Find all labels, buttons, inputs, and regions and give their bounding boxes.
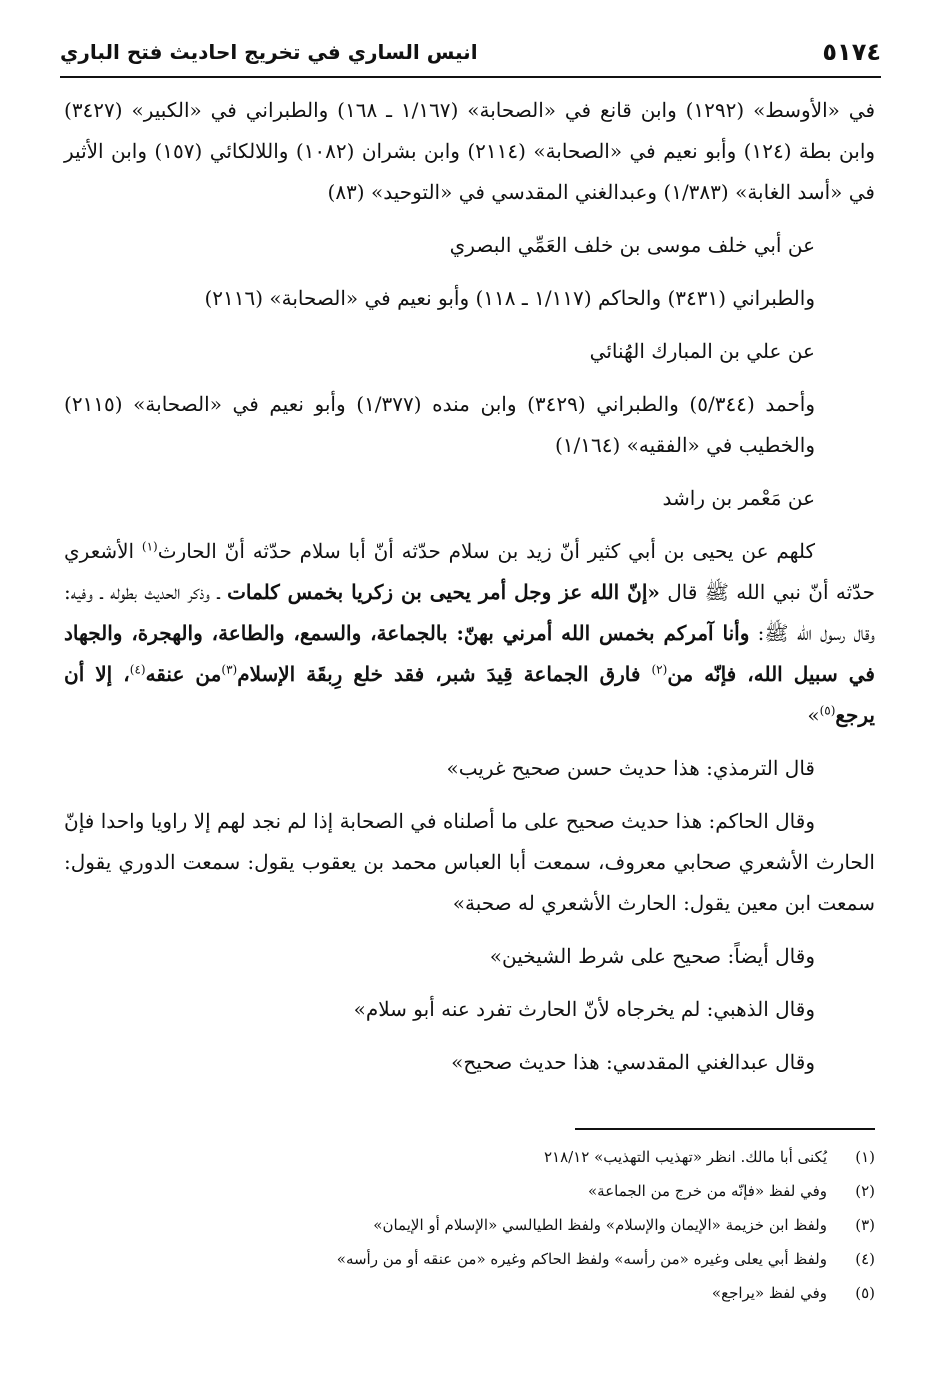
page-number: ٥١٧٤ [822, 38, 881, 66]
footnote-ref-1[interactable]: (١) [141, 539, 158, 554]
footnote-item [64, 1140, 875, 1174]
footnote-item [64, 1174, 875, 1208]
hadith-text-d: ـ وذكر الحديث بطوله ـ وفيه: وقال رسول الله ﷺ: [64, 580, 875, 645]
paragraph-narrator-1: عن أبي خلف موسى بن خلف العَمِّي البصري [449, 233, 815, 257]
footnote-number: (٤) [855, 1250, 875, 1268]
paragraph-sources-3: وأحمد (٥/٣٤٤) والطبراني (٣٤٢٩) وابن منده (١/٣٧٧) وأبو نعيم في «الصحابة» (٢١١٥) والخطيب في «الفقيه» (١/١٦٤) [64, 392, 815, 457]
footnote-item [64, 1208, 875, 1242]
paragraph-sources-2: والطبراني (٣٤٣١) والحاكم (١/١١٧ ـ ١١٨) وأبو نعيم في «الصحابة» (٢١١٦) [204, 286, 815, 310]
hadith-close-quote: » [807, 703, 820, 727]
footnote-number: (٥) [855, 1284, 875, 1302]
paragraph-tirmidhi: قال الترمذي: هذا حديث حسن صحيح غريب» [446, 756, 815, 780]
footnote-number: (٣) [855, 1216, 875, 1234]
footnote-divider [575, 1128, 875, 1130]
paragraph-maqdisi: وقال عبدالغني المقدسي: هذا حديث صحيح» [451, 1050, 815, 1074]
footnote-item [64, 1242, 875, 1276]
hadith-matn-4: من عنقه [145, 662, 222, 686]
hadith-matn-5: ، إلا أن يرجع [64, 662, 875, 727]
footnote-number: (٢) [855, 1182, 875, 1200]
footnote-ref-4[interactable]: (٤) [129, 662, 146, 677]
hadith-matn-1: «إنّ الله عز وجل أمر يحيى بن زكريا بخمس كلمات [227, 580, 660, 604]
footnote-ref-3[interactable]: (٣) [221, 662, 238, 677]
paragraph-narrator-2: عن علي بن المبارك الهُنائي [589, 339, 815, 363]
hadith-matn-3: فارق الجماعة قِيدَ شبر، فقد خلع رِبقَة الإسلام [237, 662, 652, 686]
paragraph-sources-1: في «الأوسط» (١٢٩٢) وابن قانع في «الصحابة» (١/١٦٧ ـ ١٦٨) والطبراني في «الكبير» (٣٤٢٧) وابن بطة (١٢٤) وأبو نعيم في «الصحابة» (٢١١٤) وابن بشران (١٠٨٢) واللالكائي (١٥٧) وابن الأثير في «أسد الغابة» (١/٣٨٣) وعبدالغني المقدسي في «التوحيد» (٨٣) [64, 98, 876, 204]
footnote-item [64, 1276, 875, 1310]
running-title: انيس الساري في تخريج احاديث فتح الباري [60, 40, 478, 64]
footnote-text: وفي لفظ «فإنّه من خرج من الجماعة» [587, 1182, 827, 1200]
hadith-matn-2: وأنا آمركم بخمس الله أمرني بهنّ: بالجماعة، والسمع، والطاعة، والهجرة، والجهاد في سبيل الله، فإنّه من [64, 621, 875, 686]
paragraph-dhahabi: وقال الذهبي: لم يخرجاه لأنّ الحارث تفرد عنه أبو سلام» [353, 997, 815, 1021]
footnote-text: ولفظ أبي يعلى وغيره «من رأسه» ولفظ الحاكم وغيره «من عنقه أو من رأسه» [336, 1250, 827, 1268]
main-text [64, 90, 875, 1095]
footnote-text: يُكنى أبا مالك. انظر «تهذيب التهذيب» ٢١٨/١٢ [543, 1148, 827, 1166]
footnotes [64, 1140, 875, 1310]
footnote-number: (١) [855, 1148, 875, 1166]
hadith-text-b: الأشعري حدّثه أنّ نبي الله ﷺ قال [64, 539, 876, 604]
footnote-ref-2[interactable]: (٢) [651, 662, 668, 677]
running-header [60, 28, 881, 78]
paragraph-hadith [64, 531, 875, 736]
paragraph-hakim: وقال الحاكم: هذا حديث صحيح على ما أصلناه في الصحابة إذا لم نجد لهم إلا راويا واحدا فإنّ الحارث الأشعري صحابي معروف، سمعت أبا العباس محمد بن يعقوب يقول: سمعت الدوري يقول: سمعت ابن معين يقول: الحارث الأشعري له صحبة» [64, 809, 875, 915]
paragraph-narrator-3: عن مَعْمر بن راشد [662, 486, 815, 510]
footnote-text: وفي لفظ «يراجع» [711, 1284, 827, 1302]
footnote-text: ولفظ ابن خزيمة «الإيمان والإسلام» ولفظ الطيالسي «الإسلام أو الإيمان» [373, 1216, 827, 1234]
paragraph-hakim-2: وقال أيضاً: صحيح على شرط الشيخين» [489, 944, 815, 968]
footnote-ref-5[interactable]: (٥) [819, 703, 836, 718]
hadith-text-a: كلهم عن يحيى بن أبي كثير أنّ زيد بن سلام حدّثه أنّ أبا سلام حدّثه أنّ الحارث [157, 539, 815, 563]
